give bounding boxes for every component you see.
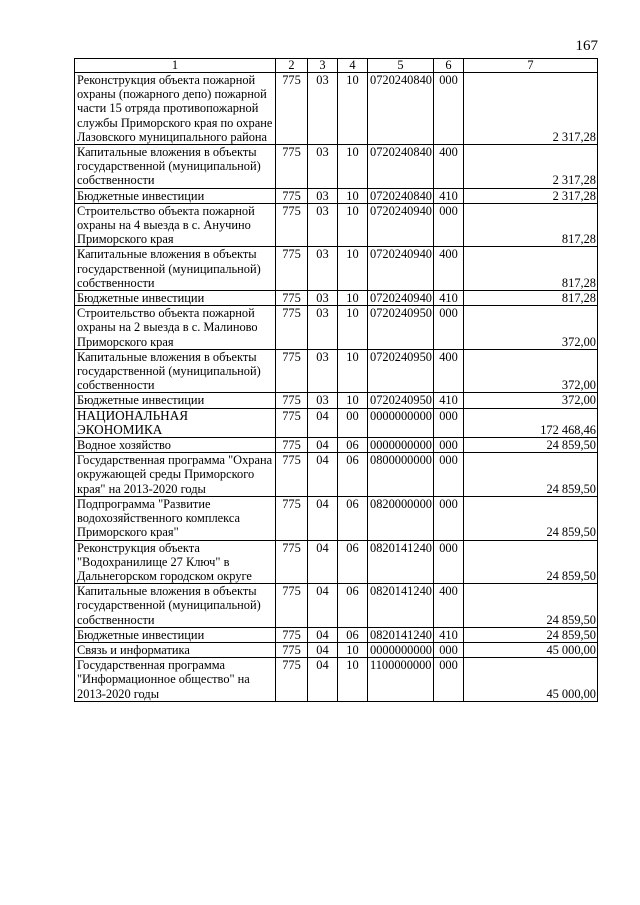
row-vr: 400 (434, 584, 464, 628)
row-vr: 410 (434, 188, 464, 203)
table-row (75, 438, 598, 453)
row-csr: 0000000000 (368, 408, 434, 437)
row-pr: 06 (338, 438, 368, 453)
row-gr: 775 (276, 658, 308, 702)
row-name: Подпрограмма "Развитие водохозяйственного комплекса Приморского края" (75, 496, 276, 540)
column-header: 3 (308, 59, 338, 73)
row-vr: 000 (434, 306, 464, 350)
row-vr: 000 (434, 73, 464, 145)
table-row (75, 306, 598, 350)
column-header: 7 (464, 59, 598, 73)
row-vr: 400 (434, 145, 464, 189)
row-rz: 03 (308, 306, 338, 350)
row-name: Капитальные вложения в объекты государственной (муниципальной) собственности (75, 584, 276, 628)
row-rz: 04 (308, 438, 338, 453)
row-csr: 0720240840 (368, 145, 434, 189)
row-csr: 0000000000 (368, 642, 434, 657)
row-name: Капитальные вложения в объекты государственной (муниципальной) собственности (75, 145, 276, 189)
row-csr: 0000000000 (368, 438, 434, 453)
table-row (75, 188, 598, 203)
row-vr: 410 (434, 291, 464, 306)
row-name: Государственная программа "Информационное общество" на 2013-2020 годы (75, 658, 276, 702)
row-rz: 03 (308, 247, 338, 291)
row-gr: 775 (276, 453, 308, 497)
row-vr: 000 (434, 438, 464, 453)
row-amount: 817,28 (464, 203, 598, 247)
table-row (75, 453, 598, 497)
row-pr: 10 (338, 393, 368, 408)
column-header: 1 (75, 59, 276, 73)
row-amount: 2 317,28 (464, 73, 598, 145)
row-pr: 10 (338, 203, 368, 247)
row-csr: 0820000000 (368, 496, 434, 540)
row-amount: 172 468,46 (464, 408, 598, 437)
row-amount: 24 859,50 (464, 453, 598, 497)
row-pr: 00 (338, 408, 368, 437)
row-name: Государственная программа "Охрана окружающей среды Приморского края" на 2013-2020 годы (75, 453, 276, 497)
row-pr: 06 (338, 584, 368, 628)
row-rz: 03 (308, 145, 338, 189)
row-csr: 0720240840 (368, 188, 434, 203)
row-pr: 06 (338, 496, 368, 540)
row-csr: 0720240940 (368, 203, 434, 247)
row-pr: 10 (338, 349, 368, 393)
row-amount: 45 000,00 (464, 658, 598, 702)
row-name: Капитальные вложения в объекты государственной (муниципальной) собственности (75, 247, 276, 291)
row-rz: 03 (308, 349, 338, 393)
row-rz: 03 (308, 73, 338, 145)
row-rz: 04 (308, 540, 338, 584)
row-rz: 04 (308, 453, 338, 497)
row-vr: 410 (434, 627, 464, 642)
row-gr: 775 (276, 540, 308, 584)
row-name: Строительство объекта пожарной охраны на 2 выезда в с. Малиново Приморского края (75, 306, 276, 350)
row-gr: 775 (276, 306, 308, 350)
row-gr: 775 (276, 203, 308, 247)
row-csr: 1100000000 (368, 658, 434, 702)
table-row (75, 540, 598, 584)
row-name: Бюджетные инвестиции (75, 291, 276, 306)
row-amount: 24 859,50 (464, 584, 598, 628)
row-amount: 24 859,50 (464, 540, 598, 584)
row-pr: 10 (338, 642, 368, 657)
row-pr: 06 (338, 627, 368, 642)
row-gr: 775 (276, 145, 308, 189)
row-vr: 000 (434, 540, 464, 584)
row-name: НАЦИОНАЛЬНАЯ ЭКОНОМИКА (75, 408, 276, 437)
row-amount: 2 317,28 (464, 188, 598, 203)
row-name: Бюджетные инвестиции (75, 188, 276, 203)
table-row (75, 203, 598, 247)
row-vr: 400 (434, 247, 464, 291)
row-name: Бюджетные инвестиции (75, 393, 276, 408)
row-vr: 000 (434, 453, 464, 497)
row-rz: 04 (308, 658, 338, 702)
row-amount: 24 859,50 (464, 496, 598, 540)
column-header: 4 (338, 59, 368, 73)
row-vr: 000 (434, 203, 464, 247)
row-gr: 775 (276, 584, 308, 628)
row-vr: 000 (434, 642, 464, 657)
row-amount: 2 317,28 (464, 145, 598, 189)
row-vr: 400 (434, 349, 464, 393)
budget-table (74, 58, 598, 702)
row-csr: 0720240950 (368, 349, 434, 393)
row-gr: 775 (276, 188, 308, 203)
table-row (75, 408, 598, 437)
row-vr: 000 (434, 658, 464, 702)
row-rz: 03 (308, 291, 338, 306)
row-rz: 04 (308, 496, 338, 540)
row-pr: 10 (338, 73, 368, 145)
row-rz: 03 (308, 203, 338, 247)
column-header: 6 (434, 59, 464, 73)
row-gr: 775 (276, 438, 308, 453)
column-header: 2 (276, 59, 308, 73)
row-name: Строительство объекта пожарной охраны на 4 выезда в с. Анучино Приморского края (75, 203, 276, 247)
row-name: Водное хозяйство (75, 438, 276, 453)
row-amount: 24 859,50 (464, 627, 598, 642)
row-rz: 04 (308, 408, 338, 437)
row-vr: 000 (434, 408, 464, 437)
table-row (75, 349, 598, 393)
row-pr: 10 (338, 658, 368, 702)
row-amount: 45 000,00 (464, 642, 598, 657)
row-csr: 0800000000 (368, 453, 434, 497)
row-gr: 775 (276, 393, 308, 408)
row-csr: 0720240940 (368, 247, 434, 291)
row-rz: 03 (308, 188, 338, 203)
row-pr: 10 (338, 291, 368, 306)
row-csr: 0820141240 (368, 540, 434, 584)
row-amount: 372,00 (464, 349, 598, 393)
row-gr: 775 (276, 496, 308, 540)
row-pr: 06 (338, 540, 368, 584)
row-pr: 10 (338, 188, 368, 203)
row-vr: 410 (434, 393, 464, 408)
row-amount: 372,00 (464, 393, 598, 408)
row-name: Капитальные вложения в объекты государственной (муниципальной) собственности (75, 349, 276, 393)
table-row (75, 291, 598, 306)
row-csr: 0820141240 (368, 584, 434, 628)
row-gr: 775 (276, 291, 308, 306)
table-row (75, 496, 598, 540)
row-csr: 0720240940 (368, 291, 434, 306)
row-gr: 775 (276, 349, 308, 393)
row-csr: 0720240950 (368, 393, 434, 408)
row-amount: 817,28 (464, 247, 598, 291)
table-header-row (75, 59, 598, 73)
row-gr: 775 (276, 642, 308, 657)
row-rz: 04 (308, 627, 338, 642)
row-pr: 10 (338, 145, 368, 189)
row-amount: 372,00 (464, 306, 598, 350)
row-rz: 04 (308, 642, 338, 657)
row-name: Реконструкция объекта пожарной охраны (пожарного депо) пожарной части 15 отряда противопожарной службы Приморского края по охране Лазовского муниципального района (75, 73, 276, 145)
table-row (75, 627, 598, 642)
page-number: 167 (575, 38, 598, 54)
row-gr: 775 (276, 247, 308, 291)
row-name: Бюджетные инвестиции (75, 627, 276, 642)
table-row (75, 658, 598, 702)
table-row (75, 73, 598, 145)
row-gr: 775 (276, 408, 308, 437)
table-row (75, 393, 598, 408)
table-row (75, 584, 598, 628)
row-amount: 24 859,50 (464, 438, 598, 453)
row-amount: 817,28 (464, 291, 598, 306)
row-rz: 03 (308, 393, 338, 408)
row-name: Связь и информатика (75, 642, 276, 657)
row-name: Реконструкция объекта "Водохранилище 27 Ключ" в Дальнегорском городском округе (75, 540, 276, 584)
table-row (75, 145, 598, 189)
row-gr: 775 (276, 73, 308, 145)
table-row (75, 642, 598, 657)
row-pr: 06 (338, 453, 368, 497)
row-csr: 0820141240 (368, 627, 434, 642)
row-rz: 04 (308, 584, 338, 628)
row-csr: 0720240950 (368, 306, 434, 350)
column-header: 5 (368, 59, 434, 73)
row-gr: 775 (276, 627, 308, 642)
row-csr: 0720240840 (368, 73, 434, 145)
row-pr: 10 (338, 306, 368, 350)
row-vr: 000 (434, 496, 464, 540)
row-pr: 10 (338, 247, 368, 291)
table-row (75, 247, 598, 291)
